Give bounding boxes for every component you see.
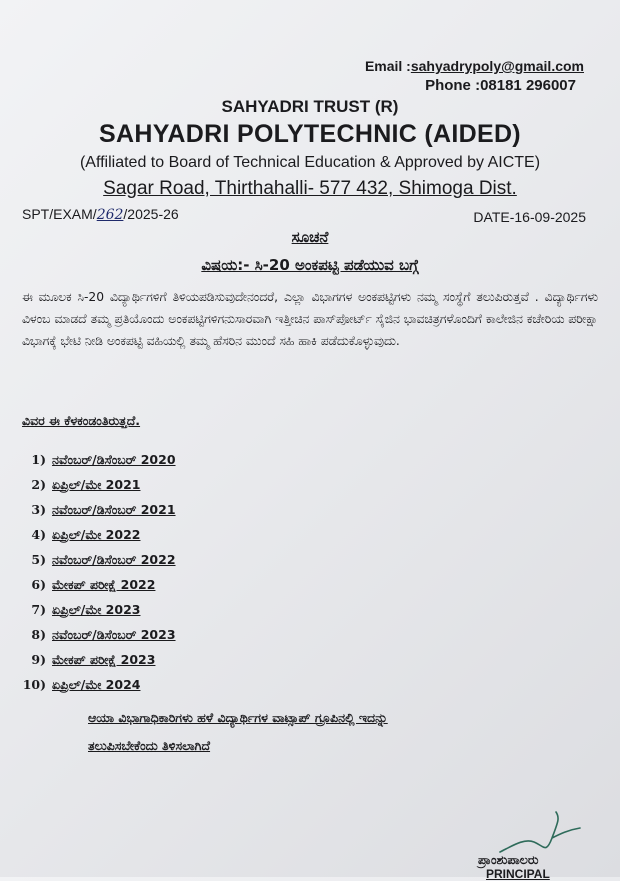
list-item-number: 6) — [31, 577, 46, 592]
address-line: Sagar Road, Thirthahalli- 577 432, Shimoga Dist. — [103, 178, 517, 199]
reference-suffix: /2025-26 — [123, 206, 179, 222]
details-heading: ವಿವರ ಈ ಕೆಳಕಂಡಂತಿರುತ್ತದೆ. — [22, 413, 141, 428]
notice-body: ಈ ಮೂಲಕ ಸಿ-20 ವಿದ್ಯಾರ್ಥಿಗಳಿಗೆ ತಿಳಿಯಪಡಿಸುವುದೇನಂದರೆ, ಎಲ್ಲಾ ವಿಭಾಗಗಳ ಅಂಕಪಟ್ಟಿಗಳು ನಮ್ಮ ಸಂಸ್ಥೆಗೆ ತಲುಪಿರುತ್ತವೆ . ವಿದ್ಯಾರ್ಥಿಗಳು ವಿಳಂಬ ಮಾಡದೆ ತಮ್ಮ ಪ್ರತಿಯೊಂದು ಅಂಕಪಟ್ಟಿಗಳಿಗನುಸಾರವಾಗಿ ಇತ್ತೀಚಿನ ಪಾಸ್‌ಪೋರ್ಟ್ ಸೈಜಿನ ಭಾವಚಿತ್ರಗಳೊಂದಿಗೆ ಕಾಲೇಜಿನ ಕಚೇರಿಯ ಪರೀಕ್ಷಾ ವಿಭಾಗಕ್ಕೆ ಭೇಟಿ ನೀಡಿ ಅಂಕಪಟ್ಟಿ ವಹಿಯಲ್ಲಿ ತಮ್ಮ ಹೆಸರಿನ ಮುಂದೆ ಸಹಿ ಹಾಕಿ ಪಡೆದುಕೊಳ್ಳುವುದು. — [22, 290, 598, 348]
list-item-number: 1) — [31, 452, 46, 467]
list-item — [22, 647, 176, 672]
email-line — [365, 58, 584, 74]
trust-name: SAHYADRI TRUST (R) — [221, 97, 399, 116]
notice-date: DATE-16-09-2025 — [473, 209, 586, 225]
signatory-designation: ಪ್ರಾಂಶುಪಾಲರು — [478, 852, 539, 867]
reference-handwritten-number: 262 — [96, 207, 124, 223]
list-item-number: 4) — [31, 527, 46, 542]
exam-session-list — [22, 447, 176, 697]
list-item-text: ನವೆಂಬರ್/ಡಿಸೆಂಬರ್ 2020 — [52, 451, 176, 467]
principal-signature-icon — [494, 808, 584, 858]
list-item — [22, 522, 176, 547]
list-item — [22, 497, 176, 522]
list-item-text: ಏಪ್ರಿಲ್/ಮೇ 2022 — [52, 526, 141, 542]
list-item-text: ಏಪ್ರಿಲ್/ಮೇ 2023 — [52, 601, 141, 617]
list-item — [22, 447, 176, 472]
signatory-title: PRINCIPAL — [486, 867, 550, 881]
notice-subject: ವಿಷಯ:- ಸಿ-20 ಅಂಕಪಟ್ಟಿ ಪಡೆಯುವ ಬಗ್ಗೆ — [201, 256, 419, 274]
phone-label: Phone : — [425, 77, 481, 94]
email-address[interactable]: sahyadrypoly@gmail.com — [410, 58, 584, 74]
list-item-number: 7) — [31, 602, 46, 617]
list-item — [22, 472, 176, 497]
reference-prefix: SPT/EXAM/ — [22, 206, 97, 222]
email-label: Email : — [364, 58, 411, 74]
list-item-number: 9) — [31, 652, 46, 667]
list-item-text: ನವೆಂಬರ್/ಡಿಸೆಂಬರ್ 2022 — [52, 551, 176, 567]
list-item-number: 2) — [31, 477, 46, 492]
list-item-text: ನವೆಂಬರ್/ಡಿಸೆಂಬರ್ 2021 — [52, 501, 176, 517]
list-item-number: 5) — [31, 552, 46, 567]
list-item — [22, 622, 176, 647]
list-item-text: ಮೇಕಪ್ ಪರೀಕ್ಷೆ 2022 — [52, 576, 156, 592]
college-name: SAHYADRI POLYTECHNIC (AIDED) — [99, 120, 521, 148]
reference-number — [22, 206, 179, 223]
list-item-number: 3) — [31, 502, 46, 517]
list-item-text: ಮೇಕಪ್ ಪರೀಕ್ಷೆ 2023 — [52, 651, 156, 667]
notice-title: ಸೂಚನೆ — [291, 228, 329, 246]
list-item — [22, 672, 176, 697]
list-item — [22, 547, 176, 572]
list-item — [22, 572, 176, 597]
list-item — [22, 597, 176, 622]
list-item-text: ಏಪ್ರಿಲ್/ಮೇ 2024 — [52, 676, 141, 692]
list-item-text: ಏಪ್ರಿಲ್/ಮೇ 2021 — [52, 476, 141, 492]
closing-line-1: ಆಯಾ ವಿಭಾಗಾಧಿಕಾರಿಗಳು ಹಳೆ ವಿದ್ಯಾರ್ಥಿಗಳ ವಾಟ್ಸಾಪ್ ಗ್ರೂಪಿನಲ್ಲಿ ಇದನ್ನು — [88, 710, 388, 725]
list-item-number: 10) — [22, 677, 46, 692]
closing-line-2: ತಲುಪಿಸಬೇಕೆಂದು ತಿಳಿಸಲಾಗಿದೆ — [88, 738, 211, 753]
list-item-number: 8) — [31, 627, 46, 642]
affiliation-line: (Affiliated to Board of Technical Education & Approved by AICTE) — [79, 154, 541, 171]
phone-line — [425, 77, 576, 94]
phone-number: 08181 296007 — [480, 77, 576, 94]
list-item-text: ನವೆಂಬರ್/ಡಿಸೆಂಬರ್ 2023 — [52, 626, 176, 642]
